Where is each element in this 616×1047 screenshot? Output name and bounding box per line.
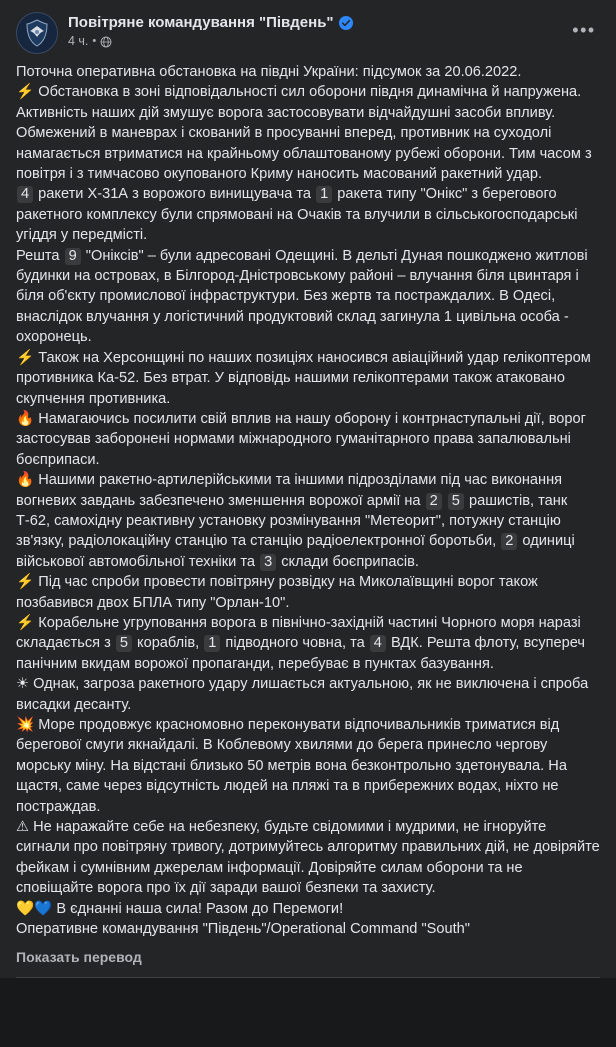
post-paragraph: [16, 919, 600, 939]
post-text: Оперативне командування "Південь"/Operational Command "South": [16, 921, 470, 938]
see-translation-button[interactable]: Показать перевод: [16, 949, 142, 966]
meta-separator: •: [92, 35, 97, 47]
post-text: ⚡ Корабельне угруповання ворога в північно-західній частині Чорного моря наразі складається з: [16, 614, 581, 652]
highlighted-number: 3: [260, 554, 276, 571]
post-paragraph: [16, 409, 600, 470]
post-text: ☀ Однак, загроза ракетного удару лишається актуальною, як не виключена і спроба висадки десанту.: [16, 676, 589, 713]
post-paragraph: [16, 674, 600, 715]
post-meta-row: [68, 34, 568, 49]
post-text: ракета типу "Онікс" з берегового ракетного комплексу були спрямовані на Очаків та влучили в сільськогосподарські угіддя у передмісті.: [16, 186, 578, 244]
post-paragraph: [16, 470, 600, 572]
post-paragraph: [16, 715, 600, 817]
page-name[interactable]: Повітряне командування "Південь": [68, 14, 334, 31]
post-body: [0, 60, 616, 939]
avatar[interactable]: [16, 12, 58, 54]
highlighted-number: 5: [116, 635, 132, 652]
globe-icon[interactable]: [100, 36, 112, 48]
highlighted-number: 4: [370, 635, 386, 652]
post-text: Решта: [16, 247, 64, 264]
post-menu-button[interactable]: •••: [572, 20, 596, 40]
post-text: рашистів, танк Т-62, самохідну реактивну установку розмінування "Метеорит", потужну станцію зв'язку, радіолокаційну станцію та станцію радіоелектронної боротьби,: [16, 492, 568, 550]
post-paragraph: [16, 184, 600, 245]
highlighted-number: 4: [17, 186, 33, 203]
highlighted-number: 1: [316, 186, 332, 203]
post-paragraph: [16, 899, 600, 919]
highlighted-number: 2: [501, 533, 517, 550]
post-text: ⚡ Також на Херсонщині по наших позиціях наносився авіаційний удар гелікоптером противника Ка-52. Без втрат. У відповідь нашими гелікоптерами також атаковано скупчення противника.: [16, 349, 591, 407]
post-text: 💛💙 В єднанні наша сила! Разом до Перемоги!: [16, 900, 344, 917]
post-paragraph: [16, 572, 600, 613]
post-paragraph: [16, 82, 600, 102]
post-text: ракети Х-31А з ворожого винищувача та: [34, 186, 316, 203]
post-text: "Оніксів" – були адресовані Одещині. В дельті Дуная пошкоджено житлові будинки на островах, в Білгород-Дністровському районі – влучання біля цвинтаря і біля об'єкту промислової інфраструктури. Без жертв та постраждалих. В Одесі, внаслідок влучання у логістичний продуктовий склад загинула 1 цивільна особа - охоронець.: [16, 247, 588, 346]
post-header: [0, 0, 616, 60]
post-text: ⚡ Обстановка в зоні відповідальності сил оборони півдня динамічна й напружена.: [16, 84, 582, 101]
post-paragraph: [16, 103, 600, 185]
page-logo-icon: [17, 13, 57, 53]
post-text: склади боєприпасів.: [277, 553, 419, 570]
post-text: Поточна оперативна обстановка на півдні України: підсумок за 20.06.2022.: [16, 64, 522, 80]
post-text: 🔥 Намагаючись посилити свій вплив на нашу оборону і контрнаступальні дії, ворог застосував заборонені нормами міжнародного гуманітарного права запалювальні боєприпаси.: [16, 410, 586, 468]
post-text: ⚡ Під час спроби провести повітряну розвідку на Миколаївщині ворог також позбавився двох БПЛА типу "Орлан-10".: [16, 574, 538, 611]
post-paragraph: [16, 62, 600, 82]
post-text: Активність наших дій змушує ворога застосовувати відчайдушні засоби впливу. Обмежений в маневрах і скований в просуванні вперед, противник на суходолі намагається втриматися на крайньому облаштованому рубежі оборони. Тим часом з повітря і з тимчасово окупованого Криму наносить масований ракетний удар.: [16, 104, 592, 183]
post-text: ВДК. Решта флоту, всупереч панічним вкидам ворожої пропаганди, перебуває в пунктах базування.: [16, 635, 585, 672]
post-paragraph: [16, 348, 600, 409]
post-text: одиниці військової автомобільної техніки та: [16, 533, 575, 570]
highlighted-number: 9: [65, 248, 81, 265]
post-paragraph: [16, 613, 600, 674]
post-text: 💥 Море продовжує красномовно переконувати відпочивальників триматися від берегової смуги якнайдалі. В Коблевому хвилями до берега принесло чергову морську міну. На відстані близько 50 метрів вона безконтрольно здетонувала. На щастя, саме через відсутність людей на пляжі та в прибережних водах, ніхто не постраждав.: [16, 717, 567, 815]
post-paragraph: [16, 246, 600, 348]
post-text: 🔥 Нашими ракетно-артилерійськими та іншими підрозділами під час виконання вогневих завдань забезпечено зменшення ворожої армії на: [16, 472, 563, 509]
post-author-block: [68, 12, 568, 49]
highlighted-number: 1: [204, 635, 220, 652]
author-name-row: [68, 13, 568, 32]
post-text: кораблів,: [132, 635, 204, 652]
post-divider: [16, 977, 600, 978]
highlighted-number: 2: [426, 493, 442, 510]
highlighted-number: 5: [448, 493, 464, 510]
post-text: ⚠ Не наражайте себе на небезпеку, будьте свідомими і мудрими, не ігноруйте сигнали про повітряну тривогу, дотримуйтесь алгоритму правильних дій, не довіряйте фейкам і сумнівним джерелам інформації. Довіряйте силам оборони та не сповіщайте ворога про їх дії заради вашої безпеки та захисту.: [16, 819, 600, 897]
verified-badge-icon: [339, 16, 353, 30]
post-paragraph: [16, 817, 600, 899]
post-text: [443, 493, 447, 509]
post-timestamp[interactable]: 4 ч.: [68, 34, 89, 48]
post-text: підводного човна, та: [221, 635, 369, 652]
